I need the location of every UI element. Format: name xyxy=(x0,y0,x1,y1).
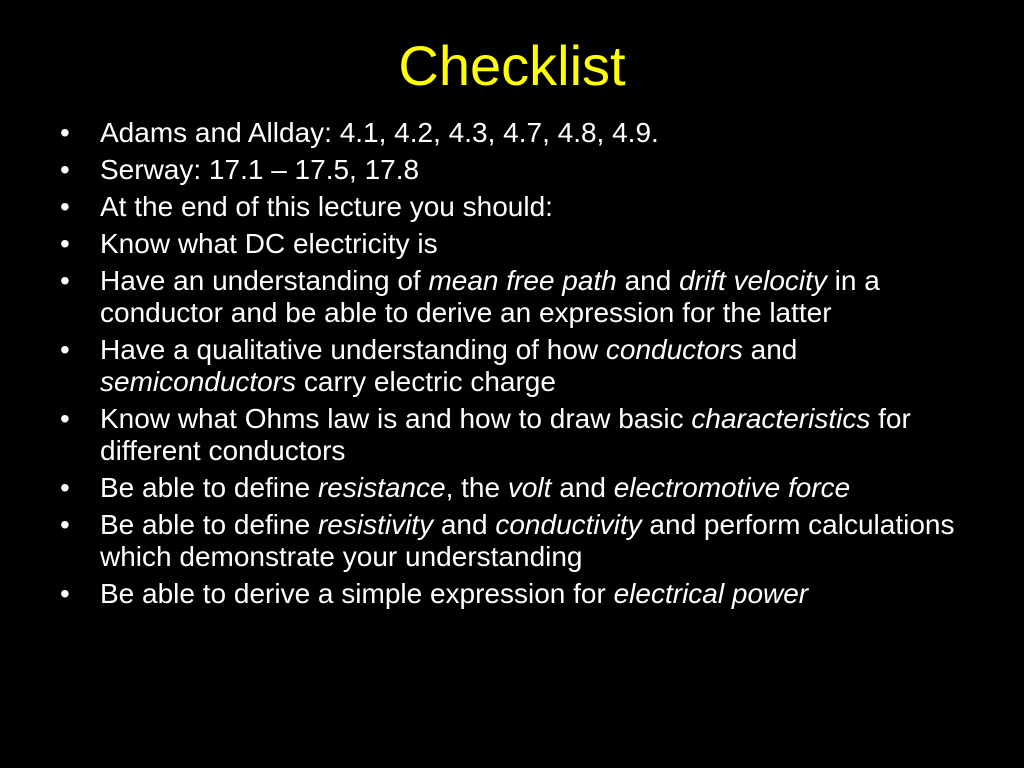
checklist-item xyxy=(60,578,980,610)
bullet-marker: • xyxy=(60,228,70,259)
italic-term: resistivity xyxy=(317,509,434,540)
slide-title: Checklist xyxy=(398,34,626,97)
italic-term: conductors xyxy=(605,334,743,365)
bullet-marker: • xyxy=(60,578,70,609)
item-text: and xyxy=(433,509,496,540)
italic-term: volt xyxy=(507,472,552,503)
italic-term: characteristics xyxy=(691,403,871,434)
item-text: and perform calculations which demonstrate your understanding xyxy=(100,509,955,572)
item-text: Be able to define xyxy=(100,509,318,540)
item-text: and xyxy=(742,334,798,365)
bullet-marker: • xyxy=(60,334,70,365)
item-text: At the end of this lecture you should: xyxy=(100,191,553,222)
item-text: Know what Ohms law is and how to draw basic xyxy=(100,403,692,434)
item-text: in a conductor and be able to derive an expression for the latter xyxy=(100,265,880,328)
italic-term: electrical power xyxy=(613,578,809,609)
bullet-marker: • xyxy=(60,509,70,540)
checklist-item xyxy=(60,191,980,223)
item-text: Serway: 17.1 – 17.5, 17.8 xyxy=(100,154,420,185)
checklist-item xyxy=(60,228,980,260)
bullet-marker: • xyxy=(60,403,70,434)
italic-term: semiconductors xyxy=(100,366,297,397)
bullet-marker: • xyxy=(60,265,70,296)
checklist-item xyxy=(60,117,980,149)
item-text: , the xyxy=(445,472,508,503)
item-text: and xyxy=(616,265,680,296)
item-text: and xyxy=(551,472,614,503)
checklist-item xyxy=(60,154,980,186)
checklist-bullets xyxy=(60,112,980,610)
item-text: carry electric charge xyxy=(296,366,556,397)
item-text: Adams and Allday: 4.1, 4.2, 4.3, 4.7, 4.8, 4.9. xyxy=(100,117,659,148)
item-text: Know what DC electricity is xyxy=(100,228,438,259)
item-text: Have an understanding of xyxy=(100,265,429,296)
italic-term: mean free path xyxy=(428,265,617,296)
checklist-item xyxy=(60,334,980,398)
checklist-item xyxy=(60,509,980,573)
bullet-marker: • xyxy=(60,191,70,222)
checklist-item xyxy=(60,472,980,504)
item-text: Be able to define xyxy=(100,472,318,503)
bullet-marker: • xyxy=(60,117,70,148)
italic-term: drift velocity xyxy=(679,265,827,296)
checklist-item xyxy=(60,265,980,329)
italic-term: electromotive force xyxy=(613,472,851,503)
item-text: for different conductors xyxy=(100,403,911,466)
checklist-item xyxy=(60,403,980,467)
item-text: Have a qualitative understanding of how xyxy=(100,334,606,365)
bullet-marker: • xyxy=(60,472,70,503)
italic-term: resistance xyxy=(317,472,446,503)
italic-term: conductivity xyxy=(495,509,642,540)
bullet-marker: • xyxy=(60,154,70,185)
item-text: Be able to derive a simple expression for xyxy=(100,578,614,609)
